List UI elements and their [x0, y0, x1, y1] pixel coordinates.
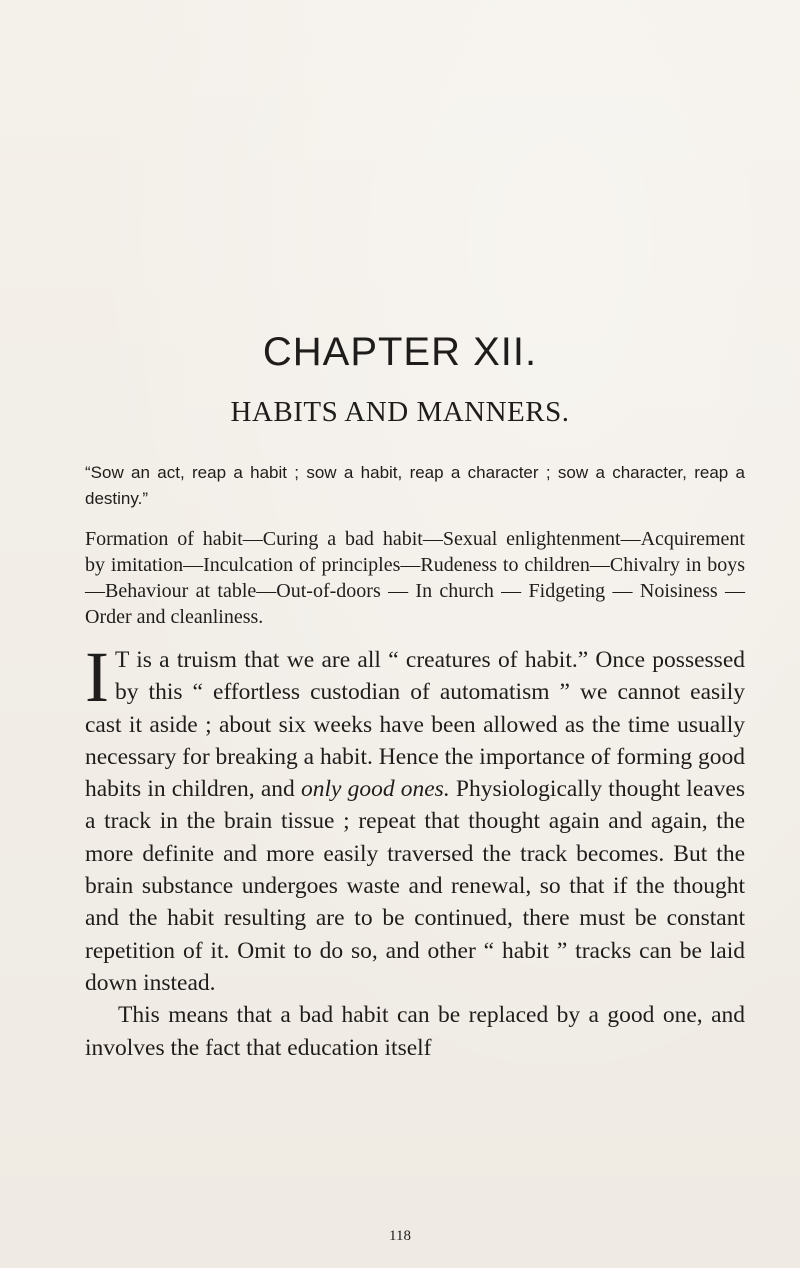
paragraph-1: [85, 637, 745, 999]
paragraph-1-text-b: Physiologically thought leaves a track in the brain tissue ; repeat that thought again and again, the more definite and more easily traversed the track becomes. But the brain substance undergoes waste and renewal, so that if the thought and the habit resulting are to be continued, there must be constant repetition of it. Omit to do so, and other “ habit ” tracks can be laid down instead.: [85, 776, 745, 996]
page-number: 118: [389, 1228, 411, 1244]
paragraph-1-emphasis: only good ones.: [300, 776, 450, 803]
chapter-synopsis: Formation of habit—Curing a bad habit—Sexual enlightenment—Acquirement by imitation—Inculcation of principles—Rudeness to children—Chivalry in boys—Behaviour at table—Out-of-doors — In church — Fidgeting — Noisiness — Order and cleanliness.: [85, 528, 745, 628]
section-title: HABITS AND MANNERS.: [230, 396, 570, 428]
epigraph: “Sow an act, reap a habit ; sow a habit, reap a character ; sow a character, reap a destiny.”: [85, 463, 745, 508]
paragraph-1-text-a: T is a truism that we are all “ creatures of habit.” Once possessed by this “ effortless custodian of automatism ” we cannot easily cast it aside ; about six weeks have been allowed as the time usually necessary for breaking a habit. Hence the importance of forming good habits in children, and: [85, 647, 745, 803]
chapter-title: CHAPTER XII.: [262, 330, 538, 374]
paragraph-2: This means that a bad habit can be replaced by a good one, and involves the fact that education itself: [85, 1002, 745, 1061]
body-text: [85, 637, 745, 1064]
drop-cap: I: [85, 637, 109, 717]
